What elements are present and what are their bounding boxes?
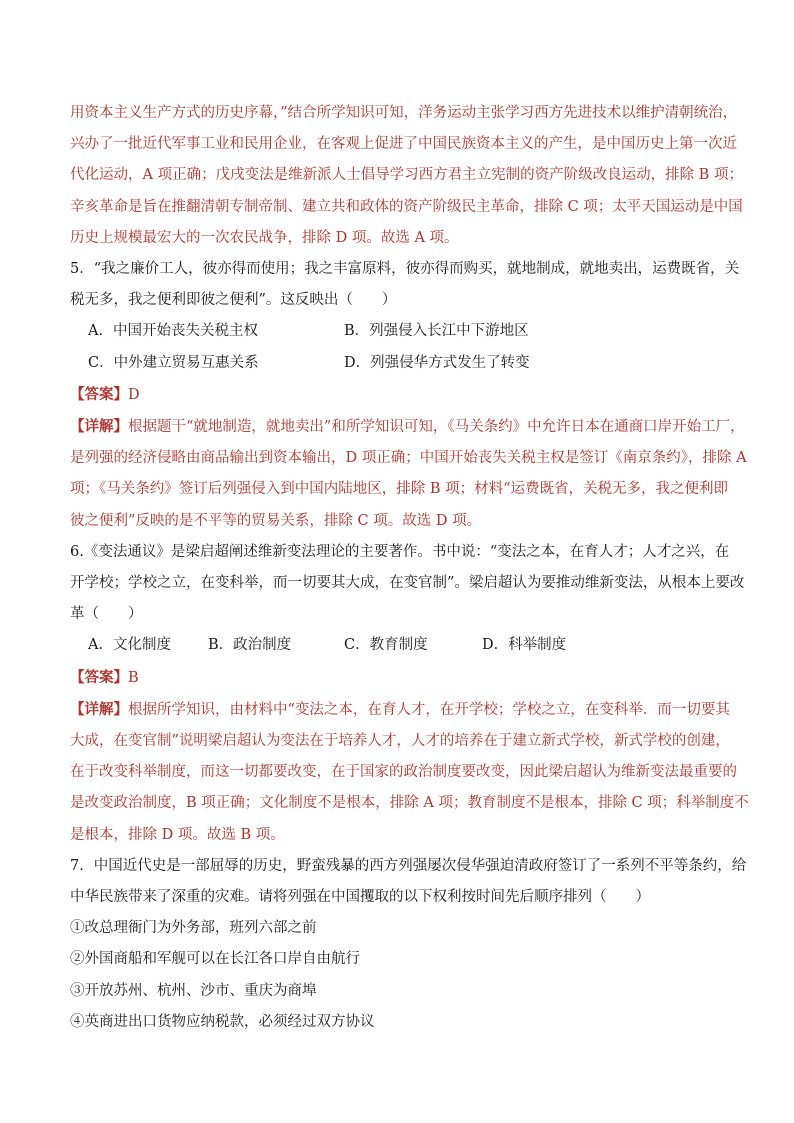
- q7-item-1: ①改总理衙门为外务部，班列六部之前: [70, 920, 317, 937]
- q5-detail-line-2: 是列强的经济侵略由商品输出到资本输出，D 项正确；中国开始丧失关税主权是签订《南京条约》，排除 A: [70, 450, 747, 467]
- q7-item-4: ④英商进出口货物应纳税款，必须经过双方协议: [70, 1013, 375, 1030]
- q5-option-a: A．中国开始丧失关税主权: [88, 323, 258, 340]
- q5-option-c: C．中外建立贸易互惠关系: [88, 354, 259, 371]
- q6-stem-line-3: 革（ ）: [70, 606, 143, 623]
- answer-value: D: [128, 386, 140, 403]
- q4-explain-line-4: 辛亥革命是旨在推翻清朝专制帝制、建立共和政体的资产阶级民主革命，排除 C 项；太平天国运动是中国: [70, 198, 743, 215]
- detail-text: 根据所学知识，由材料中“变法之本，在育人才，在开学校；学校之立，在变科举．而一切要其: [128, 701, 730, 718]
- q5-detail-line-3: 项；《马关条约》签订后列强侵入到中国内陆地区，排除 B 项；材料“运费既省，关税无多，我之便利即: [70, 481, 729, 498]
- q4-explain-line-3: 代化运动，A 项正确；戊戌变法是维新派人士倡导学习西方君主立宪制的资产阶级改良运动，排除 B 项；: [70, 167, 743, 184]
- q4-explain-line-2: 兴办了一批近代军事工业和民用企业，在客观上促进了中国民族资本主义的产生，是中国历史上第一次近: [70, 136, 737, 153]
- q5-option-b: B．列强侵入长江中下游地区: [344, 323, 529, 340]
- q5-option-d: D．列强侵华方式发生了转变: [344, 354, 530, 371]
- q6-option-b: B．政治制度: [208, 637, 292, 654]
- q6-answer: [70, 662, 730, 694]
- answer-value: B: [128, 669, 139, 686]
- detail-label: 【详解】: [70, 418, 128, 436]
- q4-explain-line-1: [70, 98, 738, 129]
- answer-label: 【答案】: [70, 385, 128, 403]
- q6-detail-line-3: 在于改变科举制度，而这一切都要改变，在于国家的政治制度要改变，因此梁启超认为维新变法最重要的: [70, 764, 737, 781]
- q6-detail-line-4: 是改变政治制度，B 项正确；文化制度不是根本，排除 A 项；教育制度不是根本，排除 C 项；科举制度不: [70, 795, 749, 812]
- q4-explain-text: 用资本主义生产方式的历史序幕，”: [70, 105, 288, 121]
- q6-option-d: D．科举制度: [482, 637, 567, 654]
- q6-detail-line-1: [70, 694, 730, 726]
- question-7: [70, 851, 747, 1038]
- detail-label: 【详解】: [70, 700, 128, 718]
- question-5: [70, 254, 747, 537]
- q6-detail-line-5: 是根本，排除 D 项。故选 B 项。: [70, 826, 285, 843]
- q5-stem-line-1: 5．“我之廉价工人，彼亦得而使用；我之丰富原料，彼亦得而购买，就地制成，就地卖出，运费既省，关: [70, 261, 740, 278]
- q6-detail-line-2: 大成，在变官制”说明梁启超认为变法在于培养人才，人才的培养在于建立新式学校，新式学校的创建，: [70, 733, 730, 750]
- q6-stem-line-2: 开学校；学校之立，在变科举，而一切要其大成，在变官制”。梁启超认为要推动维新变法，从根本上要改: [70, 575, 745, 592]
- q4-explanation: [70, 98, 743, 254]
- q7-stem-line-2: 中华民族带来了深重的灾难。请将列强在中国攫取的以下权利按时间先后顺序排列（ ）: [70, 889, 650, 906]
- answer-label: 【答案】: [70, 668, 128, 686]
- q6-option-c: C．教育制度: [344, 637, 428, 654]
- q4-explain-line-5: 历史上规模最宏大的一次农民战争，排除 D 项。故选 A 项。: [70, 229, 459, 246]
- q5-detail-line-4: 彼之便利”反映的是不平等的贸易关系，排除 C 项。故选 D 项。: [70, 512, 482, 529]
- q5-options-row-1: [70, 316, 730, 347]
- document-page: [70, 98, 749, 1038]
- q6-options-row: [70, 630, 730, 661]
- question-6: [70, 537, 749, 851]
- q5-options-row-2: [70, 348, 730, 379]
- q7-item-2: ②外国商船和军舰可以在长江各口岸自由航行: [70, 951, 360, 968]
- q5-stem-line-2: 税无多，我之便利即彼之便利”。这反映出（ ）: [70, 292, 397, 309]
- q7-stem-line-1: 7．中国近代史是一部屈辱的历史，野蛮残暴的西方列强屡次侵华强迫清政府签订了一系列不平等条约，给: [70, 857, 747, 874]
- q4-explain-text: 结合所学知识可知，洋务运动主张学习西方先进技术以维护清朝统治，: [287, 105, 738, 121]
- q7-item-3: ③开放苏州、杭州、沙市、重庆为商埠: [70, 982, 317, 999]
- q6-option-a: A．文化制度: [88, 637, 171, 654]
- q5-detail-line-1: [70, 411, 745, 443]
- q6-stem-line-1: 6.《变法通议》是梁启超阐述维新变法理论的主要著作。书中说：“变法之本，在育人才；人才之兴，在: [70, 543, 730, 560]
- detail-text: 根据题干“就地制造，就地卖出”和所学知识可知，《马关条约》中允许日本在通商口岸开始工厂，: [128, 419, 745, 436]
- q5-answer: [70, 379, 730, 411]
